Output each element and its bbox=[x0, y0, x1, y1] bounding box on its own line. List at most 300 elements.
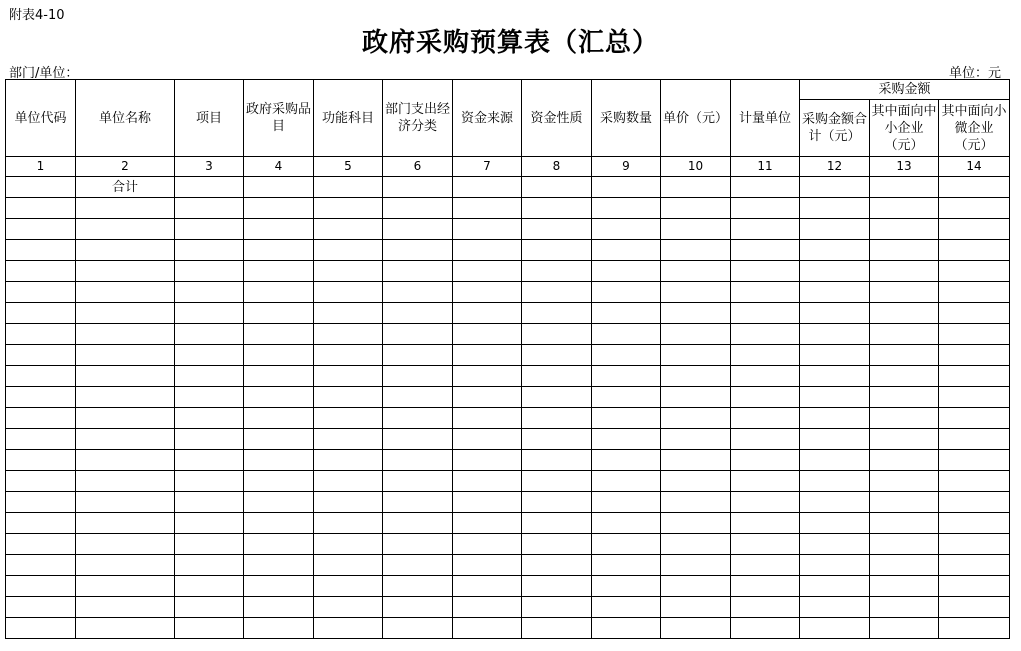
table-cell[interactable] bbox=[800, 429, 870, 450]
table-cell[interactable] bbox=[731, 324, 800, 345]
table-cell[interactable] bbox=[939, 555, 1010, 576]
table-cell[interactable] bbox=[6, 450, 76, 471]
table-cell[interactable] bbox=[592, 408, 661, 429]
table-cell[interactable] bbox=[244, 282, 314, 303]
unit-name-cell[interactable] bbox=[76, 240, 175, 261]
table-cell[interactable] bbox=[453, 303, 522, 324]
table-cell[interactable] bbox=[453, 471, 522, 492]
table-cell[interactable] bbox=[453, 240, 522, 261]
table-cell[interactable] bbox=[453, 576, 522, 597]
table-cell[interactable] bbox=[522, 429, 592, 450]
table-cell[interactable] bbox=[522, 492, 592, 513]
table-cell[interactable] bbox=[592, 576, 661, 597]
table-cell[interactable] bbox=[522, 282, 592, 303]
table-cell[interactable] bbox=[939, 282, 1010, 303]
table-cell[interactable] bbox=[314, 261, 383, 282]
table-cell[interactable] bbox=[661, 261, 731, 282]
table-cell[interactable] bbox=[383, 471, 453, 492]
table-cell[interactable] bbox=[870, 471, 939, 492]
table-cell[interactable] bbox=[870, 198, 939, 219]
table-cell[interactable] bbox=[522, 408, 592, 429]
table-cell[interactable] bbox=[244, 303, 314, 324]
table-cell[interactable] bbox=[661, 387, 731, 408]
table-cell[interactable] bbox=[870, 534, 939, 555]
unit-name-cell[interactable] bbox=[76, 429, 175, 450]
table-cell[interactable] bbox=[314, 240, 383, 261]
unit-name-cell[interactable] bbox=[76, 387, 175, 408]
table-cell[interactable] bbox=[522, 177, 592, 198]
table-cell[interactable] bbox=[522, 240, 592, 261]
table-cell[interactable] bbox=[453, 492, 522, 513]
table-cell[interactable] bbox=[939, 177, 1010, 198]
table-cell[interactable] bbox=[6, 219, 76, 240]
table-cell[interactable] bbox=[592, 471, 661, 492]
table-cell[interactable] bbox=[661, 366, 731, 387]
table-cell[interactable] bbox=[314, 429, 383, 450]
table-cell[interactable] bbox=[661, 198, 731, 219]
table-cell[interactable] bbox=[592, 450, 661, 471]
table-cell[interactable] bbox=[453, 555, 522, 576]
table-cell[interactable] bbox=[522, 471, 592, 492]
table-cell[interactable] bbox=[592, 555, 661, 576]
unit-name-cell[interactable] bbox=[76, 219, 175, 240]
table-cell[interactable] bbox=[6, 387, 76, 408]
table-cell[interactable] bbox=[731, 261, 800, 282]
table-cell[interactable] bbox=[522, 597, 592, 618]
table-cell[interactable] bbox=[870, 177, 939, 198]
table-cell[interactable] bbox=[383, 576, 453, 597]
table-cell[interactable] bbox=[175, 534, 244, 555]
table-cell[interactable] bbox=[800, 387, 870, 408]
table-cell[interactable] bbox=[731, 597, 800, 618]
table-cell[interactable] bbox=[175, 387, 244, 408]
table-cell[interactable] bbox=[175, 324, 244, 345]
table-cell[interactable] bbox=[800, 492, 870, 513]
table-cell[interactable] bbox=[6, 282, 76, 303]
table-cell[interactable] bbox=[244, 408, 314, 429]
table-cell[interactable] bbox=[939, 366, 1010, 387]
table-cell[interactable] bbox=[939, 429, 1010, 450]
unit-name-cell[interactable] bbox=[76, 576, 175, 597]
table-cell[interactable] bbox=[731, 534, 800, 555]
table-cell[interactable] bbox=[383, 513, 453, 534]
table-cell[interactable] bbox=[870, 513, 939, 534]
table-cell[interactable] bbox=[522, 261, 592, 282]
table-cell[interactable] bbox=[175, 261, 244, 282]
table-cell[interactable] bbox=[800, 513, 870, 534]
table-cell[interactable] bbox=[314, 366, 383, 387]
table-cell[interactable] bbox=[661, 471, 731, 492]
table-cell[interactable] bbox=[314, 408, 383, 429]
table-cell[interactable] bbox=[453, 219, 522, 240]
table-cell[interactable] bbox=[731, 408, 800, 429]
table-cell[interactable] bbox=[314, 282, 383, 303]
table-cell[interactable] bbox=[6, 492, 76, 513]
table-cell[interactable] bbox=[175, 513, 244, 534]
table-cell[interactable] bbox=[314, 198, 383, 219]
unit-name-cell[interactable] bbox=[76, 366, 175, 387]
table-cell[interactable] bbox=[175, 429, 244, 450]
table-cell[interactable] bbox=[314, 513, 383, 534]
table-cell[interactable] bbox=[592, 303, 661, 324]
table-cell[interactable] bbox=[6, 513, 76, 534]
table-cell[interactable] bbox=[939, 240, 1010, 261]
table-cell[interactable] bbox=[175, 345, 244, 366]
table-cell[interactable] bbox=[244, 345, 314, 366]
table-cell[interactable] bbox=[6, 429, 76, 450]
table-cell[interactable] bbox=[175, 408, 244, 429]
table-cell[interactable] bbox=[592, 492, 661, 513]
table-cell[interactable] bbox=[453, 198, 522, 219]
table-cell[interactable] bbox=[314, 450, 383, 471]
table-cell[interactable] bbox=[244, 219, 314, 240]
unit-name-cell[interactable] bbox=[76, 345, 175, 366]
table-cell[interactable] bbox=[383, 429, 453, 450]
table-cell[interactable] bbox=[800, 261, 870, 282]
table-cell[interactable] bbox=[661, 303, 731, 324]
table-cell[interactable] bbox=[383, 261, 453, 282]
table-cell[interactable] bbox=[661, 429, 731, 450]
table-cell[interactable] bbox=[870, 597, 939, 618]
table-cell[interactable] bbox=[383, 408, 453, 429]
table-cell[interactable] bbox=[383, 555, 453, 576]
table-cell[interactable] bbox=[731, 387, 800, 408]
table-cell[interactable] bbox=[314, 618, 383, 639]
table-cell[interactable] bbox=[244, 555, 314, 576]
table-cell[interactable] bbox=[592, 219, 661, 240]
table-cell[interactable] bbox=[870, 408, 939, 429]
table-cell[interactable] bbox=[314, 492, 383, 513]
table-cell[interactable] bbox=[800, 618, 870, 639]
table-cell[interactable] bbox=[592, 534, 661, 555]
table-cell[interactable] bbox=[244, 576, 314, 597]
table-cell[interactable] bbox=[592, 198, 661, 219]
table-cell[interactable] bbox=[939, 261, 1010, 282]
table-cell[interactable] bbox=[244, 387, 314, 408]
table-cell[interactable] bbox=[383, 303, 453, 324]
table-cell[interactable] bbox=[800, 597, 870, 618]
table-cell[interactable] bbox=[800, 219, 870, 240]
table-cell[interactable] bbox=[522, 387, 592, 408]
table-cell[interactable] bbox=[661, 534, 731, 555]
table-cell[interactable] bbox=[661, 597, 731, 618]
table-cell[interactable] bbox=[453, 261, 522, 282]
table-cell[interactable] bbox=[244, 429, 314, 450]
table-cell[interactable] bbox=[800, 282, 870, 303]
table-cell[interactable] bbox=[383, 366, 453, 387]
table-cell[interactable] bbox=[383, 324, 453, 345]
table-cell[interactable] bbox=[592, 618, 661, 639]
unit-name-cell[interactable] bbox=[76, 534, 175, 555]
table-cell[interactable] bbox=[592, 177, 661, 198]
table-cell[interactable] bbox=[244, 177, 314, 198]
table-cell[interactable] bbox=[383, 345, 453, 366]
table-cell[interactable] bbox=[314, 597, 383, 618]
table-cell[interactable] bbox=[870, 450, 939, 471]
table-cell[interactable] bbox=[731, 471, 800, 492]
table-cell[interactable] bbox=[453, 345, 522, 366]
table-cell[interactable] bbox=[453, 513, 522, 534]
table-cell[interactable] bbox=[6, 240, 76, 261]
table-cell[interactable] bbox=[453, 408, 522, 429]
table-cell[interactable] bbox=[244, 198, 314, 219]
table-cell[interactable] bbox=[453, 618, 522, 639]
table-cell[interactable] bbox=[175, 177, 244, 198]
table-cell[interactable] bbox=[661, 576, 731, 597]
table-cell[interactable] bbox=[6, 303, 76, 324]
table-cell[interactable] bbox=[244, 534, 314, 555]
table-cell[interactable] bbox=[314, 177, 383, 198]
table-cell[interactable] bbox=[453, 429, 522, 450]
table-cell[interactable] bbox=[731, 366, 800, 387]
table-cell[interactable] bbox=[175, 555, 244, 576]
table-cell[interactable] bbox=[522, 450, 592, 471]
table-cell[interactable] bbox=[6, 345, 76, 366]
table-cell[interactable] bbox=[939, 471, 1010, 492]
table-cell[interactable] bbox=[800, 450, 870, 471]
table-cell[interactable] bbox=[6, 366, 76, 387]
table-cell[interactable] bbox=[314, 219, 383, 240]
table-cell[interactable] bbox=[6, 576, 76, 597]
table-cell[interactable] bbox=[383, 450, 453, 471]
table-cell[interactable] bbox=[870, 219, 939, 240]
unit-name-cell[interactable] bbox=[76, 282, 175, 303]
table-cell[interactable] bbox=[731, 177, 800, 198]
table-cell[interactable] bbox=[522, 618, 592, 639]
table-cell[interactable] bbox=[800, 471, 870, 492]
table-cell[interactable] bbox=[314, 534, 383, 555]
table-cell[interactable] bbox=[800, 576, 870, 597]
table-cell[interactable] bbox=[314, 345, 383, 366]
table-cell[interactable] bbox=[731, 345, 800, 366]
table-cell[interactable] bbox=[6, 618, 76, 639]
unit-name-cell[interactable] bbox=[76, 618, 175, 639]
table-cell[interactable] bbox=[800, 177, 870, 198]
table-cell[interactable] bbox=[314, 324, 383, 345]
table-cell[interactable] bbox=[6, 324, 76, 345]
table-cell[interactable] bbox=[661, 618, 731, 639]
table-cell[interactable] bbox=[731, 198, 800, 219]
table-cell[interactable] bbox=[731, 555, 800, 576]
table-cell[interactable] bbox=[314, 576, 383, 597]
table-cell[interactable] bbox=[870, 345, 939, 366]
table-cell[interactable] bbox=[314, 387, 383, 408]
table-cell[interactable] bbox=[731, 576, 800, 597]
table-cell[interactable] bbox=[592, 387, 661, 408]
table-cell[interactable] bbox=[800, 345, 870, 366]
unit-name-cell[interactable] bbox=[76, 408, 175, 429]
table-cell[interactable] bbox=[939, 576, 1010, 597]
table-cell[interactable] bbox=[244, 513, 314, 534]
table-cell[interactable] bbox=[731, 282, 800, 303]
table-cell[interactable] bbox=[383, 282, 453, 303]
table-cell[interactable] bbox=[731, 618, 800, 639]
table-cell[interactable] bbox=[731, 240, 800, 261]
table-cell[interactable] bbox=[870, 555, 939, 576]
table-cell[interactable] bbox=[800, 240, 870, 261]
unit-name-cell[interactable] bbox=[76, 555, 175, 576]
table-cell[interactable] bbox=[592, 513, 661, 534]
table-cell[interactable] bbox=[592, 597, 661, 618]
table-cell[interactable] bbox=[939, 345, 1010, 366]
table-cell[interactable] bbox=[661, 177, 731, 198]
unit-name-cell[interactable] bbox=[76, 471, 175, 492]
table-cell[interactable] bbox=[939, 618, 1010, 639]
table-cell[interactable] bbox=[175, 450, 244, 471]
table-cell[interactable] bbox=[6, 597, 76, 618]
table-cell[interactable] bbox=[175, 240, 244, 261]
table-cell[interactable] bbox=[661, 240, 731, 261]
table-cell[interactable] bbox=[175, 576, 244, 597]
table-cell[interactable] bbox=[244, 324, 314, 345]
table-cell[interactable] bbox=[731, 429, 800, 450]
table-cell[interactable] bbox=[175, 219, 244, 240]
table-cell[interactable] bbox=[175, 303, 244, 324]
table-cell[interactable] bbox=[453, 282, 522, 303]
table-cell[interactable] bbox=[175, 618, 244, 639]
table-cell[interactable] bbox=[592, 366, 661, 387]
table-cell[interactable] bbox=[661, 282, 731, 303]
table-cell[interactable] bbox=[661, 513, 731, 534]
table-cell[interactable] bbox=[175, 492, 244, 513]
table-cell[interactable] bbox=[175, 198, 244, 219]
table-cell[interactable] bbox=[800, 555, 870, 576]
table-cell[interactable] bbox=[453, 597, 522, 618]
table-cell[interactable] bbox=[6, 534, 76, 555]
table-cell[interactable] bbox=[939, 513, 1010, 534]
table-cell[interactable] bbox=[522, 324, 592, 345]
table-cell[interactable] bbox=[244, 240, 314, 261]
table-cell[interactable] bbox=[939, 219, 1010, 240]
table-cell[interactable] bbox=[244, 450, 314, 471]
table-cell[interactable] bbox=[592, 282, 661, 303]
table-cell[interactable] bbox=[731, 450, 800, 471]
table-cell[interactable] bbox=[592, 261, 661, 282]
table-cell[interactable] bbox=[522, 555, 592, 576]
table-cell[interactable] bbox=[800, 534, 870, 555]
table-cell[interactable] bbox=[453, 387, 522, 408]
table-cell[interactable] bbox=[939, 408, 1010, 429]
table-cell[interactable] bbox=[314, 471, 383, 492]
table-cell[interactable] bbox=[453, 324, 522, 345]
table-cell[interactable] bbox=[522, 513, 592, 534]
table-cell[interactable] bbox=[383, 198, 453, 219]
total-label-cell[interactable]: 合计 bbox=[76, 177, 175, 198]
table-cell[interactable] bbox=[870, 618, 939, 639]
table-cell[interactable] bbox=[939, 303, 1010, 324]
table-cell[interactable] bbox=[453, 177, 522, 198]
table-cell[interactable] bbox=[244, 618, 314, 639]
table-cell[interactable] bbox=[175, 597, 244, 618]
table-cell[interactable] bbox=[383, 387, 453, 408]
table-cell[interactable] bbox=[661, 219, 731, 240]
table-cell[interactable] bbox=[6, 198, 76, 219]
table-cell[interactable] bbox=[6, 261, 76, 282]
table-cell[interactable] bbox=[661, 324, 731, 345]
unit-name-cell[interactable] bbox=[76, 513, 175, 534]
table-cell[interactable] bbox=[175, 366, 244, 387]
table-cell[interactable] bbox=[383, 534, 453, 555]
table-cell[interactable] bbox=[870, 387, 939, 408]
table-cell[interactable] bbox=[939, 387, 1010, 408]
unit-name-cell[interactable] bbox=[76, 198, 175, 219]
table-cell[interactable] bbox=[522, 345, 592, 366]
table-cell[interactable] bbox=[731, 513, 800, 534]
table-cell[interactable] bbox=[870, 429, 939, 450]
table-cell[interactable] bbox=[244, 597, 314, 618]
unit-name-cell[interactable] bbox=[76, 261, 175, 282]
table-cell[interactable] bbox=[800, 303, 870, 324]
table-cell[interactable] bbox=[870, 324, 939, 345]
unit-name-cell[interactable] bbox=[76, 597, 175, 618]
unit-name-cell[interactable] bbox=[76, 324, 175, 345]
table-cell[interactable] bbox=[244, 492, 314, 513]
table-cell[interactable] bbox=[383, 240, 453, 261]
table-cell[interactable] bbox=[314, 303, 383, 324]
table-cell[interactable] bbox=[939, 450, 1010, 471]
table-cell[interactable] bbox=[870, 492, 939, 513]
table-cell[interactable] bbox=[661, 450, 731, 471]
table-cell[interactable] bbox=[522, 303, 592, 324]
table-cell[interactable] bbox=[800, 408, 870, 429]
table-cell[interactable] bbox=[314, 555, 383, 576]
table-cell[interactable] bbox=[244, 471, 314, 492]
table-cell[interactable] bbox=[800, 324, 870, 345]
table-cell[interactable] bbox=[939, 492, 1010, 513]
table-cell[interactable] bbox=[6, 408, 76, 429]
table-cell[interactable] bbox=[6, 471, 76, 492]
table-cell[interactable] bbox=[800, 198, 870, 219]
table-cell[interactable] bbox=[870, 240, 939, 261]
table-cell[interactable] bbox=[453, 534, 522, 555]
table-cell[interactable] bbox=[731, 492, 800, 513]
table-cell[interactable] bbox=[592, 345, 661, 366]
table-cell[interactable] bbox=[661, 492, 731, 513]
table-cell[interactable] bbox=[522, 576, 592, 597]
table-cell[interactable] bbox=[870, 303, 939, 324]
table-cell[interactable] bbox=[661, 555, 731, 576]
unit-name-cell[interactable] bbox=[76, 450, 175, 471]
table-cell[interactable] bbox=[870, 282, 939, 303]
table-cell[interactable] bbox=[383, 177, 453, 198]
table-cell[interactable] bbox=[383, 597, 453, 618]
table-cell[interactable] bbox=[939, 534, 1010, 555]
unit-name-cell[interactable] bbox=[76, 492, 175, 513]
table-cell[interactable] bbox=[522, 219, 592, 240]
table-cell[interactable] bbox=[592, 324, 661, 345]
unit-name-cell[interactable] bbox=[76, 303, 175, 324]
table-cell[interactable] bbox=[175, 471, 244, 492]
table-cell[interactable] bbox=[453, 450, 522, 471]
table-cell[interactable] bbox=[522, 534, 592, 555]
table-cell[interactable] bbox=[175, 282, 244, 303]
table-cell[interactable] bbox=[383, 219, 453, 240]
table-cell[interactable] bbox=[661, 345, 731, 366]
table-cell[interactable] bbox=[592, 240, 661, 261]
table-cell[interactable] bbox=[731, 303, 800, 324]
table-cell[interactable] bbox=[592, 429, 661, 450]
table-cell[interactable] bbox=[731, 219, 800, 240]
table-cell[interactable] bbox=[522, 198, 592, 219]
table-cell[interactable] bbox=[870, 261, 939, 282]
table-cell[interactable] bbox=[6, 555, 76, 576]
table-cell[interactable] bbox=[6, 177, 76, 198]
table-cell[interactable] bbox=[939, 597, 1010, 618]
table-cell[interactable] bbox=[522, 366, 592, 387]
table-cell[interactable] bbox=[800, 366, 870, 387]
table-cell[interactable] bbox=[244, 261, 314, 282]
table-cell[interactable] bbox=[383, 618, 453, 639]
